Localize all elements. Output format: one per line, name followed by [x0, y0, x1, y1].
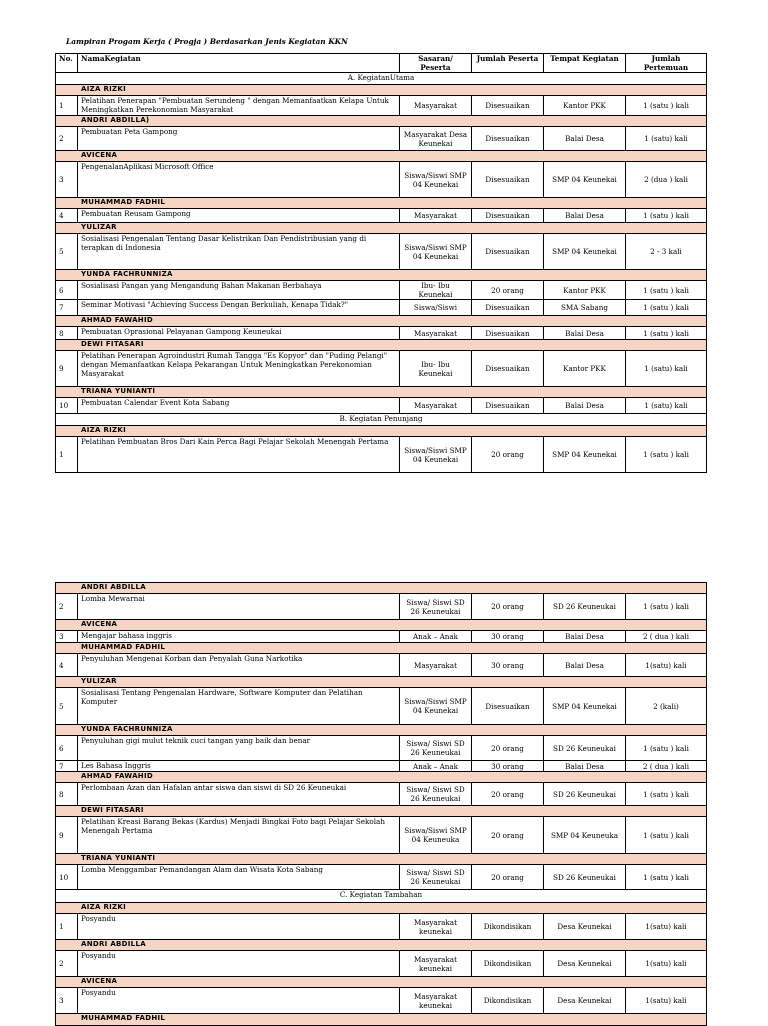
activity-meetings: 2 ( dua ) kali [626, 761, 707, 772]
activity-participants: Disesuaikan [472, 398, 544, 414]
row-number: 7 [56, 761, 78, 772]
activity-target: Siswa/ Siswi SD 26 Keuneukai [400, 783, 472, 806]
row-number: 10 [56, 398, 78, 414]
row-number: 2 [56, 951, 78, 977]
activity-target: Masyarakat [400, 96, 472, 116]
person-name: DEWI FITASARI [56, 340, 707, 351]
person-name: MUHAMMAD FADHIL [56, 643, 707, 654]
row-number: 10 [56, 865, 78, 890]
activity-name: Les Bahasa Inggris [78, 761, 400, 772]
header-meetings: Jumlah Pertemuan [626, 54, 707, 73]
person-name: AIZA RIZKI [56, 426, 707, 437]
activity-name: PengenalanAplikasi Microsoft Office [78, 162, 400, 198]
person-row [56, 387, 707, 398]
activity-participants: 20 orang [472, 437, 544, 473]
row-number: 4 [56, 654, 78, 677]
section-heading: C. Kegiatan Tambahan [56, 890, 707, 903]
activity-participants: Dikondisikan [472, 914, 544, 940]
activity-name: Posyandu [78, 988, 400, 1014]
activity-name: Pelatihan Penerapan "Pembuatan Serundeng " dengan Memanfaatkan Kelapa Untuk Meningkatkan Perekonomian Masyarakat [78, 96, 400, 116]
activity-place: Balai Desa [544, 761, 626, 772]
activity-place: SD 26 Keuneukai [544, 594, 626, 620]
activity-meetings: 1 (satu ) kali [626, 300, 707, 316]
activity-name: Posyandu [78, 914, 400, 940]
activity-target: Masyarakat [400, 398, 472, 414]
activity-meetings: 1 (satu ) kali [626, 817, 707, 854]
row-number: 1 [56, 437, 78, 473]
activity-name: Pembuatan Calendar Event Kota Sabang [78, 398, 400, 414]
activity-meetings: 1 (satu ) kali [626, 594, 707, 620]
activity-meetings: 1 (satu ) kali [626, 281, 707, 300]
row-number: 9 [56, 817, 78, 854]
person-name: AVICENA [56, 620, 707, 631]
activity-meetings: 1(satu) kali [626, 914, 707, 940]
activity-meetings: 2 (kali) [626, 688, 707, 725]
header-target: Sasaran/ Peserta [400, 54, 472, 73]
activity-target: Anak – Anak [400, 761, 472, 772]
activity-name: Pelatihan Pembuatan Bros Dari Kain Perca Bagi Pelajar Sekolah Menengah Pertama [78, 437, 400, 473]
row-number: 3 [56, 162, 78, 198]
person-row [56, 340, 707, 351]
row-number: 1 [56, 96, 78, 116]
activity-place: Balai Desa [544, 631, 626, 643]
activity-place: Kantor PKK [544, 96, 626, 116]
table-row [56, 398, 707, 414]
person-row [56, 198, 707, 209]
activity-place: Kantor PKK [544, 281, 626, 300]
activity-participants: Dikondisikan [472, 988, 544, 1014]
activity-target: Siswa/Siswi [400, 300, 472, 316]
activity-name: Mengajar bahasa inggris [78, 631, 400, 643]
activity-participants: 30 orang [472, 631, 544, 643]
activity-meetings: 2 - 3 kali [626, 234, 707, 270]
activity-name: Posyandu [78, 951, 400, 977]
activity-meetings: 1 (satu) kali [626, 351, 707, 387]
person-name: TRIANA YUNIANTI [56, 387, 707, 398]
person-name: AHMAD FAWAHID [56, 316, 707, 327]
activity-participants: 20 orang [472, 594, 544, 620]
activity-meetings: 1(satu) kali [626, 654, 707, 677]
table-body-main [56, 73, 707, 473]
activity-name: Perlombaan Azan dan Hafalan antar siswa dan siswi di SD 26 Keuneukai [78, 783, 400, 806]
activity-meetings: 1(satu) kali [626, 988, 707, 1014]
table-row [56, 281, 707, 300]
row-number: 3 [56, 988, 78, 1014]
table-row [56, 914, 707, 940]
table-row [56, 234, 707, 270]
activity-target: Masyarakat [400, 327, 472, 340]
activity-name: Sosialisasi Tentang Pengenalan Hardware, Software Komputer dan Pelatihan Komputer [78, 688, 400, 725]
activity-meetings: 2 (dua ) kali [626, 162, 707, 198]
header-place: Tempat Kegiatan [544, 54, 626, 73]
person-name: AVICENA [56, 977, 707, 988]
person-name: AIZA RIZKI [56, 85, 707, 96]
person-row [56, 223, 707, 234]
table-row [56, 327, 707, 340]
row-number: 9 [56, 351, 78, 387]
table-row [56, 437, 707, 473]
document-title: Lampiran Progam Kerja ( Progja ) Berdasarkan Jenis Kegiatan KKN [66, 37, 348, 46]
activity-target: Siswa/ Siswi SD 26 Keuneukai [400, 736, 472, 761]
activity-meetings: 1 (satu ) kali [626, 327, 707, 340]
activity-name: Pelatihan Kreasi Barang Bekas (Kardus) Menjadi Bingkai Foto bagi Pelajar Sekolah Menengah Pertama [78, 817, 400, 854]
person-row [56, 620, 707, 631]
row-number: 8 [56, 783, 78, 806]
person-name: AIZA RIZKI [56, 903, 707, 914]
activity-name: Lomba Mewarnai [78, 594, 400, 620]
activity-participants: Disesuaikan [472, 351, 544, 387]
activity-place: SMP 04 Keunekai [544, 234, 626, 270]
activity-target: Siswa/Siswi SMP 04 Keunekai [400, 234, 472, 270]
person-name: YULIZAR [56, 223, 707, 234]
activity-target: Siswa/ Siswi SD 26 Keuneukai [400, 865, 472, 890]
activity-participants: Disesuaikan [472, 300, 544, 316]
person-row [56, 116, 707, 127]
row-number: 2 [56, 127, 78, 151]
activity-place: Balai Desa [544, 327, 626, 340]
table-row [56, 162, 707, 198]
activity-place: Balai Desa [544, 654, 626, 677]
activity-target: Siswa/Siswi SMP 04 Keunekai [400, 437, 472, 473]
activity-place: SMP 04 Keunekai [544, 688, 626, 725]
person-row [56, 151, 707, 162]
activity-name: Pelatihan Penerapan Agroindustri Rumah Tangga "Es Kopyor" dan "Puding Pelangi" dengan Memanfaatkan Kelapa Pekarangan Untuk Meningkatkan Perekonomian Masyarakat [78, 351, 400, 387]
row-number: 3 [56, 631, 78, 643]
row-number: 8 [56, 327, 78, 340]
activity-name: Seminar Motivasi "Achieving Success Dengan Berkuliah, Kenapa Tidak?" [78, 300, 400, 316]
person-row [56, 725, 707, 736]
person-name: ANDRI ABDILLA [56, 583, 707, 594]
activity-meetings: 1(satu) kali [626, 951, 707, 977]
table-row [56, 761, 707, 772]
person-row [56, 677, 707, 688]
activity-meetings: 1 (satu ) kali [626, 736, 707, 761]
table-row [56, 209, 707, 223]
activity-target: Masyarakat keunekai [400, 988, 472, 1014]
activity-participants: 30 orang [472, 761, 544, 772]
table-row [56, 631, 707, 643]
person-row [56, 977, 707, 988]
activity-participants: 20 orang [472, 865, 544, 890]
activity-place: Desa Keunekai [544, 914, 626, 940]
activity-name: Pembuatan Oprasional Pelayanan Gampong Keuneukai [78, 327, 400, 340]
activity-table-continued [55, 582, 707, 1026]
activity-target: Masyarakat [400, 654, 472, 677]
activity-target: Masyarakat keunekai [400, 914, 472, 940]
activity-participants: 20 orang [472, 783, 544, 806]
section-heading-row [56, 890, 707, 903]
person-row [56, 772, 707, 783]
header-activity-name: NamaKegiatan [78, 54, 400, 73]
row-number: 2 [56, 594, 78, 620]
activity-participants: Disesuaikan [472, 234, 544, 270]
header-no: No. [56, 54, 78, 73]
header-participants: Jumlah Peserta [472, 54, 544, 73]
activity-name: Penyuluhan gigi mulut teknik cuci tangan yang baik dan benar [78, 736, 400, 761]
activity-participants: Disesuaikan [472, 327, 544, 340]
activity-place: Desa Keunekai [544, 951, 626, 977]
person-name: ANDRI ABDILLA [56, 940, 707, 951]
person-name: MUHAMMAD FADHIL [56, 198, 707, 209]
activity-target: Siswa/Siswi SMP 04 Keunekai [400, 688, 472, 725]
activity-name: Penyuluhan Mengenai Korban dan Penyalah Guna Narkotika [78, 654, 400, 677]
activity-participants: Disesuaikan [472, 688, 544, 725]
person-name: AVICENA [56, 151, 707, 162]
section-heading: B. Kegiatan Penunjang [56, 414, 707, 426]
section-heading: A. KegiatanUtama [56, 73, 707, 85]
activity-participants: 20 orang [472, 281, 544, 300]
activity-place: SD 26 Keuneukai [544, 736, 626, 761]
table-row [56, 96, 707, 116]
activity-participants: Disesuaikan [472, 209, 544, 223]
row-number: 6 [56, 281, 78, 300]
activity-name: Sosialisasi Pengenalan Tentang Dasar Kelistrikan Dan Pendistribusian yang di terapkan di Indonesia [78, 234, 400, 270]
activity-place: Balai Desa [544, 127, 626, 151]
activity-participants: Disesuaikan [472, 96, 544, 116]
table-row [56, 127, 707, 151]
activity-participants: Dikondisikan [472, 951, 544, 977]
activity-target: Ibu- Ibu Keunekai [400, 281, 472, 300]
activity-place: SMP 04 Keunekai [544, 162, 626, 198]
activity-table-main [55, 53, 707, 473]
person-name: ANDRI ABDILLA) [56, 116, 707, 127]
activity-meetings: 1 (satu ) kali [626, 209, 707, 223]
person-name: TRIANA YUNIANTI [56, 854, 707, 865]
row-number: 5 [56, 688, 78, 725]
activity-target: Siswa/Siswi SMP 04 Keuneuka [400, 817, 472, 854]
activity-target: Masyarakat keunekai [400, 951, 472, 977]
activity-meetings: 1 (satu) kali [626, 127, 707, 151]
activity-participants: Disesuaikan [472, 162, 544, 198]
activity-name: Pembuatan Peta Gampong [78, 127, 400, 151]
person-row [56, 270, 707, 281]
activity-meetings: 1 (satu ) kali [626, 865, 707, 890]
activity-place: SMP 04 Keuneuka [544, 817, 626, 854]
person-row [56, 940, 707, 951]
row-number: 4 [56, 209, 78, 223]
activity-place: Desa Keunekai [544, 988, 626, 1014]
activity-name: Lomba Menggambar Pemandangan Alam dan Wisata Kota Sabang [78, 865, 400, 890]
table-body-continued [56, 583, 707, 1026]
person-row [56, 316, 707, 327]
activity-target: Siswa/ Siswi SD 26 Keuneukai [400, 594, 472, 620]
person-row [56, 426, 707, 437]
table-row [56, 351, 707, 387]
activity-meetings: 1 (satu ) kali [626, 783, 707, 806]
activity-target: Siswa/Siswi SMP 04 Keunekai [400, 162, 472, 198]
activity-name: Sosialisasi Pangan yang Mengandung Bahan Makanan Berbahaya [78, 281, 400, 300]
table-row [56, 951, 707, 977]
activity-meetings: 1 (satu ) kali [626, 437, 707, 473]
table-row [56, 865, 707, 890]
activity-participants: 20 orang [472, 817, 544, 854]
activity-meetings: 1 (satu ) kali [626, 96, 707, 116]
activity-meetings: 1 (satu) kali [626, 398, 707, 414]
row-number: 7 [56, 300, 78, 316]
table-header-row [56, 54, 707, 73]
activity-target: Ibu- Ibu Keunekai [400, 351, 472, 387]
person-row [56, 903, 707, 914]
activity-target: Anak – Anak [400, 631, 472, 643]
person-name: YULIZAR [56, 677, 707, 688]
activity-name: Pembuatan Reusam Gampong [78, 209, 400, 223]
table-row [56, 594, 707, 620]
activity-place: SD 26 Keuneukai [544, 865, 626, 890]
table-row [56, 654, 707, 677]
person-name: YUNDA FACHRUNNIZA [56, 725, 707, 736]
activity-participants: Disesuaikan [472, 127, 544, 151]
activity-target: Masyarakat [400, 209, 472, 223]
table-row [56, 688, 707, 725]
person-name: AHMAD FAWAHID [56, 772, 707, 783]
table-row [56, 783, 707, 806]
person-row [56, 583, 707, 594]
table-row [56, 817, 707, 854]
row-number: 5 [56, 234, 78, 270]
activity-meetings: 2 ( dua ) kali [626, 631, 707, 643]
section-heading-row [56, 414, 707, 426]
table-row [56, 300, 707, 316]
row-number: 1 [56, 914, 78, 940]
activity-place: SD 26 Keuneukai [544, 783, 626, 806]
table-row [56, 736, 707, 761]
person-name: YUNDA FACHRUNNIZA [56, 270, 707, 281]
person-row [56, 85, 707, 96]
table-row [56, 988, 707, 1014]
person-name: MUHAMMAD FADHIL [56, 1014, 707, 1026]
activity-target: Masyarakat Desa Keunekai [400, 127, 472, 151]
person-row [56, 643, 707, 654]
section-heading-row [56, 73, 707, 85]
person-row [56, 806, 707, 817]
activity-place: Kantor PKK [544, 351, 626, 387]
activity-participants: 30 orang [472, 654, 544, 677]
activity-place: Balai Desa [544, 209, 626, 223]
row-number: 6 [56, 736, 78, 761]
person-name: DEWI FITASARI [56, 806, 707, 817]
activity-place: SMA Sabang [544, 300, 626, 316]
activity-place: SMP 04 Keunekai [544, 437, 626, 473]
activity-participants: 20 orang [472, 736, 544, 761]
activity-place: Balai Desa [544, 398, 626, 414]
person-row [56, 854, 707, 865]
